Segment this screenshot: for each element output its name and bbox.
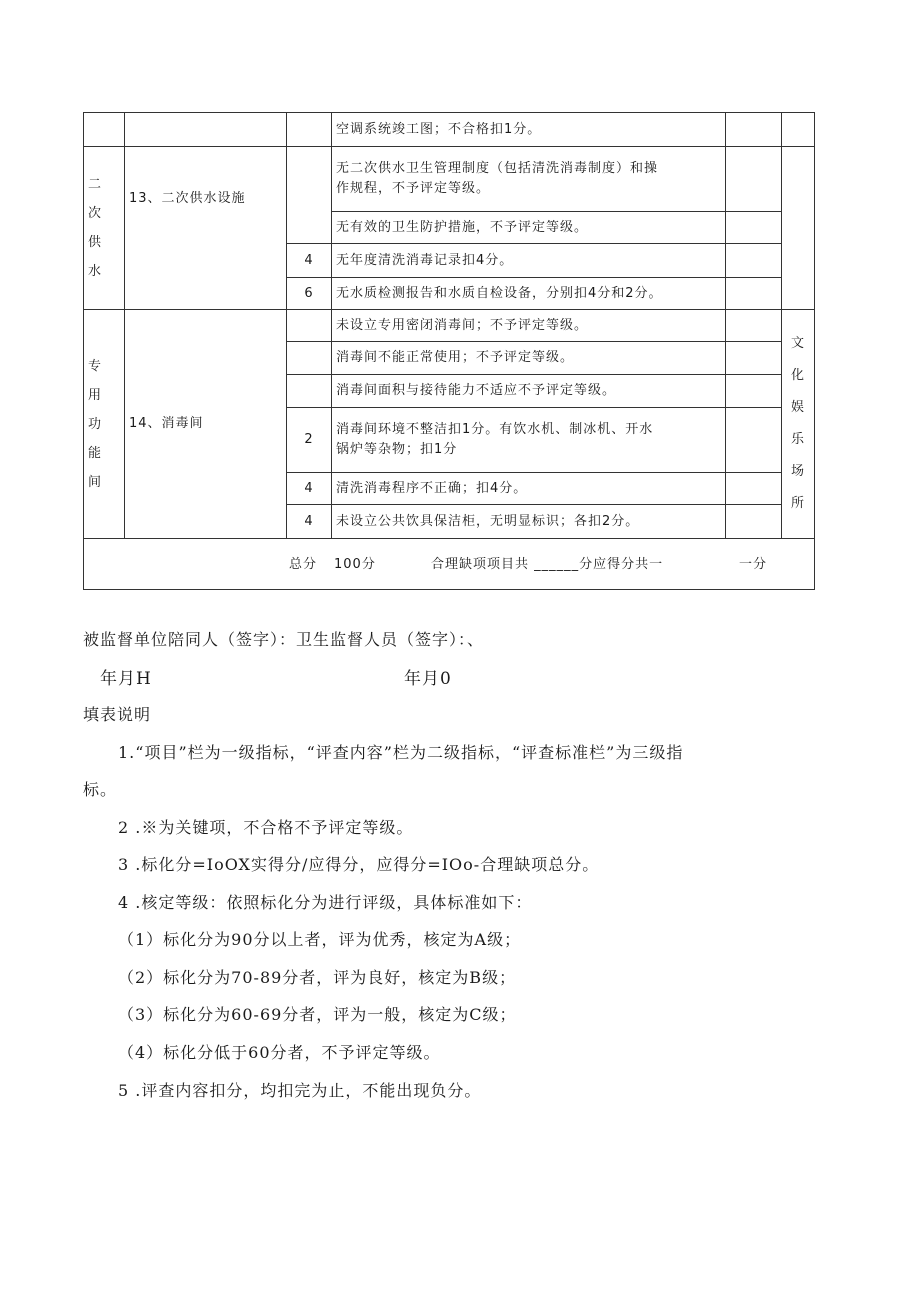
category-secondary-water: 二 次 供 水 xyxy=(84,147,125,310)
table-row xyxy=(84,147,815,212)
note-2: 2 .※为关键项，不合格不予评定等级。 xyxy=(118,818,414,837)
item-secondary-water: 13、二次供水设施 xyxy=(125,147,287,310)
deduction-cell xyxy=(726,212,782,244)
notes-title: 填表说明 xyxy=(83,705,152,724)
criterion-cell: 无年度清洗消毒记录扣4分。 xyxy=(332,244,726,278)
reasonable-missing-text: 合理缺项项目共 ______分应得分共一 xyxy=(431,557,664,572)
deduction-cell xyxy=(726,505,782,539)
score-cell: 4 xyxy=(287,505,332,539)
deduction-cell xyxy=(726,342,782,375)
criterion-cell: 消毒间面积与接待能力不适应不予评定等级。 xyxy=(332,375,726,408)
note-3: 3 .标化分=IoOX实得分/应得分，应得分=IOo-合理缺项总分。 xyxy=(118,855,600,874)
deduction-cell xyxy=(726,473,782,505)
venue-cell xyxy=(782,113,815,147)
grade-a: （1）标化分为90分以上者，评为优秀，核定为A级； xyxy=(118,930,522,949)
grade-c: （3）标化分为60-69分者，评为一般，核定为C级； xyxy=(118,1005,517,1024)
score-cell xyxy=(287,310,332,342)
signature-line: 被监督单位陪同人（签字）：卫生监督人员（签字）：、 xyxy=(83,630,485,649)
deduction-cell xyxy=(726,375,782,408)
deduction-cell xyxy=(726,278,782,310)
criterion-cell: 未设立专用密闭消毒间；不予评定等级。 xyxy=(332,310,726,342)
note-1: 1.“项目”栏为一级指标，“评查内容”栏为二级指标，“评查标准栏”为三级指 xyxy=(118,743,684,762)
note-5: 5 .评查内容扣分，均扣完为止，不能出现负分。 xyxy=(118,1081,482,1100)
item-cell xyxy=(125,113,287,147)
expected-score-tail: 一分 xyxy=(739,557,768,572)
criterion-cell: 消毒间环境不整洁扣1分。有饮水机、制冰机、开水 锅炉等杂物；扣1分 xyxy=(332,408,726,473)
category-special-room: 专 用 功 能 间 xyxy=(84,310,125,539)
criterion-cell: 清洗消毒程序不正确；扣4分。 xyxy=(332,473,726,505)
score-cell: 2 xyxy=(287,408,332,473)
score-cell: 6 xyxy=(287,278,332,310)
date-left: 年月H xyxy=(100,669,152,689)
score-cell: 4 xyxy=(287,244,332,278)
total-value: 100分 xyxy=(334,557,376,572)
score-cell xyxy=(287,342,332,375)
table-row-total xyxy=(84,539,815,590)
criterion-cell: 空调系统竣工图；不合格扣1分。 xyxy=(332,113,726,147)
total-label: 总分 xyxy=(289,557,318,572)
item-disinfection-room: 14、消毒间 xyxy=(125,310,287,539)
criterion-cell: 无有效的卫生防护措施，不予评定等级。 xyxy=(332,212,726,244)
score-cell xyxy=(287,375,332,408)
deduction-cell xyxy=(726,408,782,473)
score-cell xyxy=(287,147,332,244)
note-4: 4 .核定等级：依照标化分为进行评级，具体标准如下： xyxy=(118,893,533,912)
table-row xyxy=(84,113,815,147)
venue-cell xyxy=(782,147,815,310)
score-cell: 4 xyxy=(287,473,332,505)
criterion-cell: 无水质检测报告和水质自检设备，分别扣4分和2分。 xyxy=(332,278,726,310)
venue-entertainment: 文 化 娱 乐 场 所 xyxy=(782,310,815,539)
date-right: 年月0 xyxy=(404,669,452,689)
table-row xyxy=(84,310,815,342)
criterion-cell: 未设立公共饮具保洁柜，无明显标识；各扣2分。 xyxy=(332,505,726,539)
grade-none: （4）标化分低于60分者，不予评定等级。 xyxy=(118,1043,441,1062)
criterion-cell: 消毒间不能正常使用；不予评定等级。 xyxy=(332,342,726,375)
deduction-cell xyxy=(726,113,782,147)
criterion-cell: 无二次供水卫生管理制度（包括清洗消毒制度）和操 作规程，不予评定等级。 xyxy=(332,147,726,212)
total-cell xyxy=(84,539,815,590)
deduction-cell xyxy=(726,310,782,342)
deduction-cell xyxy=(726,244,782,278)
deduction-cell xyxy=(726,147,782,212)
score-cell xyxy=(287,113,332,147)
inspection-table xyxy=(83,112,815,590)
note-1-continued: 标。 xyxy=(83,780,118,799)
category-cell xyxy=(84,113,125,147)
grade-b: （2）标化分为70-89分者，评为良好，核定为B级； xyxy=(118,968,517,987)
